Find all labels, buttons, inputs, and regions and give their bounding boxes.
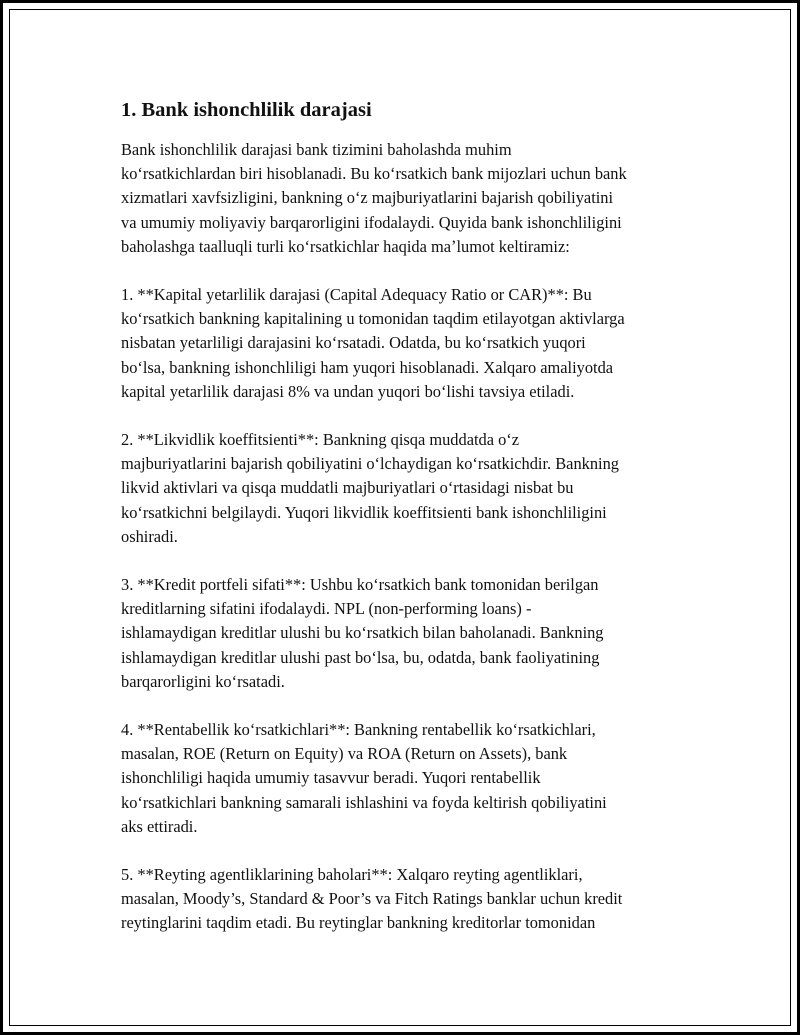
item-paragraph-rating-agencies — [121, 863, 711, 936]
text-line: xizmatlari xavfsizligini, bankning oʻz majburiyatlarini bajarish qobiliyatini — [121, 188, 614, 208]
text-line: masalan, Moody’s, Standard & Poor’s va Fitch Ratings banklar uchun kredit — [121, 889, 623, 909]
text-line: majburiyatlarini bajarish qobiliyatini oʻlchaydigan koʻrsatkichdir. Bankning — [121, 454, 619, 474]
text-line: 4. **Rentabellik koʻrsatkichlari**: Bankning rentabellik koʻrsatkichlari, — [121, 720, 596, 740]
item-paragraph-liquidity — [121, 428, 711, 549]
text-line: ishlamaydigan kreditlar ulushi past boʻlsa, bu, odatda, bank faoliyatining — [121, 647, 600, 667]
text-line: nisbatan yetarliligi darajasini koʻrsatadi. Odatda, bu koʻrsatkich yuqori — [121, 333, 586, 353]
intro-paragraph — [121, 138, 711, 259]
text-line: koʻrsatkichlardan biri hisoblanadi. Bu koʻrsatkich bank mijozlari uchun bank — [121, 164, 627, 184]
item-paragraph-credit-portfolio — [121, 573, 711, 694]
section-heading: 1. Bank ishonchlilik darajasi — [121, 99, 372, 121]
text-line: va umumiy moliyaviy barqarorligini ifodalaydi. Quyida bank ishonchliligini — [121, 212, 622, 232]
text-line: kapital yetarlilik darajasi 8% va undan yuqori boʻlishi tavsiya etiladi. — [121, 381, 575, 401]
text-line: 3. **Kredit portfeli sifati**: Ushbu koʻrsatkich bank tomonidan berilgan — [121, 575, 599, 595]
text-line: masalan, ROE (Return on Equity) va ROA (Return on Assets), bank — [121, 744, 568, 764]
text-line: ishonchliligi haqida umumiy tasavvur beradi. Yuqori rentabellik — [121, 768, 541, 788]
text-line: boʻlsa, bankning ishonchliligi ham yuqori hisoblanadi. Xalqaro amaliyotda — [121, 357, 614, 377]
text-line: ishlamaydigan kreditlar ulushi bu koʻrsatkich bilan baholanadi. Bankning — [121, 623, 604, 643]
text-line: koʻrsatkichlari bankning samarali ishlashini va foyda keltirish qobiliyatini — [121, 792, 607, 812]
text-line: reytinglarini taqdim etadi. Bu reytinglar bankning kreditorlar tomonidan — [121, 913, 596, 933]
text-line: 5. **Reyting agentliklarining baholari**: Xalqaro reyting agentliklari, — [121, 865, 583, 885]
text-line: koʻrsatkich bankning kapitalining u tomonidan taqdim etilayotgan aktivlarga — [121, 309, 625, 329]
text-line: barqarorligini koʻrsatadi. — [121, 671, 285, 691]
text-line: kreditlarning sifatini ifodalaydi. NPL (non-performing loans) - — [121, 599, 532, 619]
document-body — [121, 97, 711, 960]
text-line: likvid aktivlari va qisqa muddatli majburiyatlari oʻrtasidagi nisbat bu — [121, 478, 574, 498]
item-paragraph-capital-adequacy — [121, 283, 711, 404]
text-line: aks ettiradi. — [121, 816, 198, 836]
text-line: koʻrsatkichni belgilaydi. Yuqori likvidlik koeffitsienti bank ishonchliligini — [121, 502, 607, 522]
text-line: 2. **Likvidlik koeffitsienti**: Bankning qisqa muddatda oʻz — [121, 430, 520, 450]
item-paragraph-profitability — [121, 718, 711, 839]
text-line: Bank ishonchlilik darajasi bank tizimini baholashda muhim — [121, 140, 512, 159]
text-line: oshiradi. — [121, 526, 178, 546]
text-line: 1. **Kapital yetarlilik darajasi (Capital Adequacy Ratio or CAR)**: Bu — [121, 285, 592, 305]
text-line: baholashga taalluqli turli koʻrsatkichlar haqida maʼlumot keltiramiz: — [121, 236, 570, 256]
